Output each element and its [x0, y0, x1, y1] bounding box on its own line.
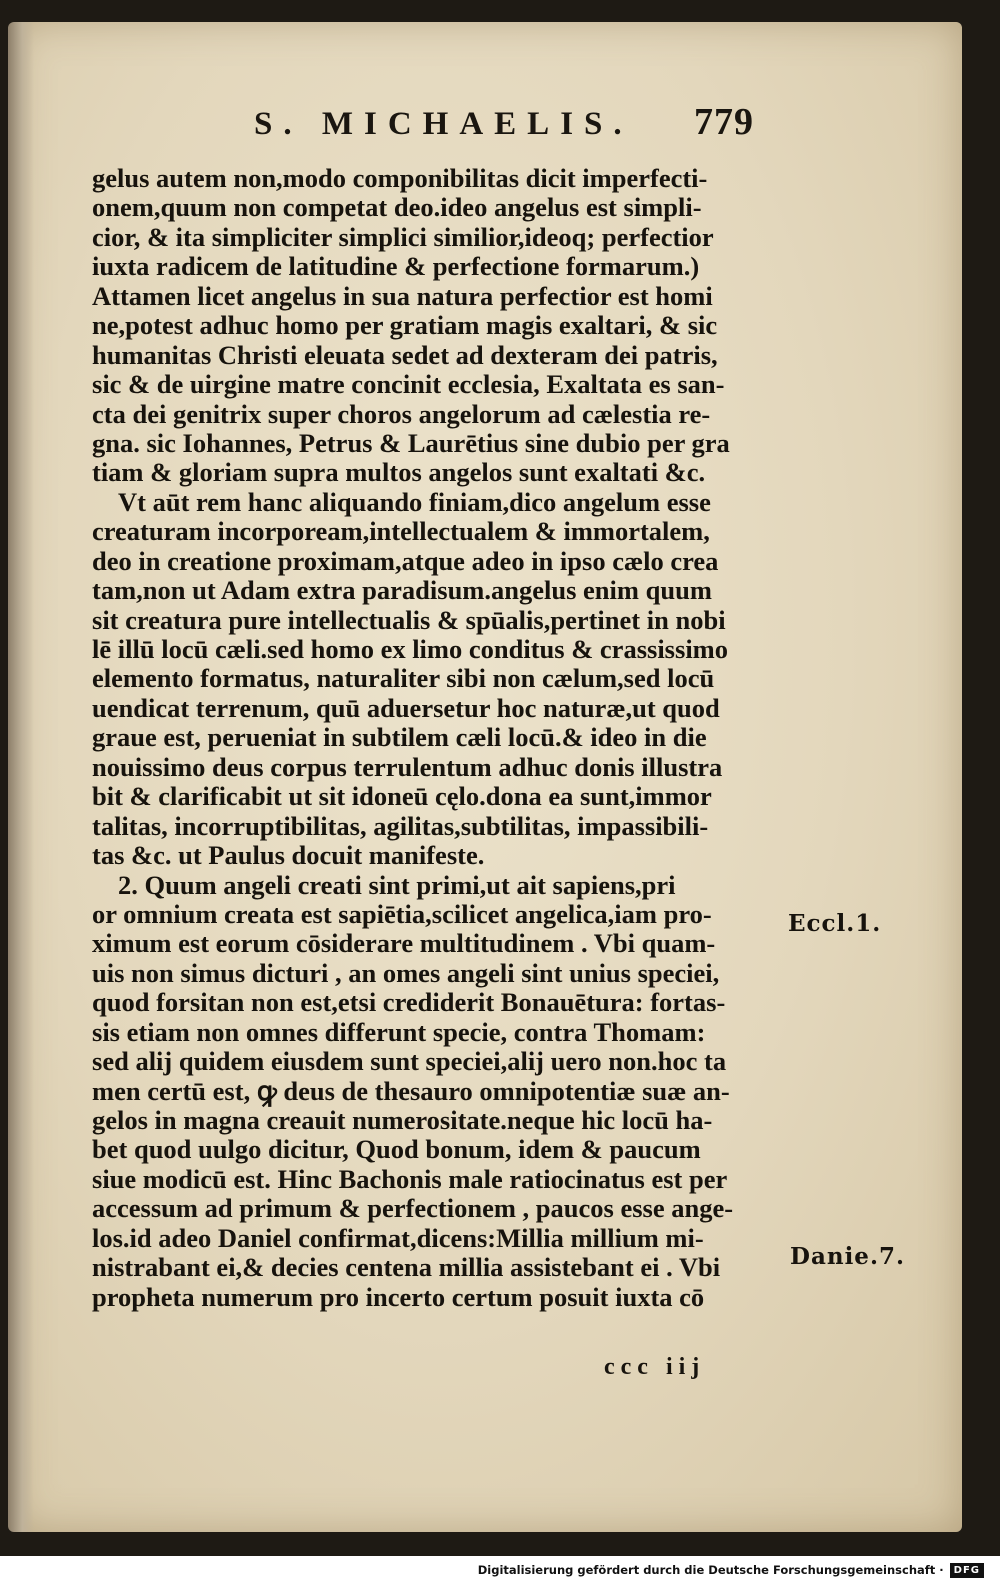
text-line: nouissimo deus corpus terrulentum adhuc donis illustra [92, 751, 723, 782]
text-line: nistrabant ei,& decies centena millia assistebant ei . Vbi [92, 1252, 721, 1283]
text-line: Attamen licet angelus in sua natura perfectior est homi [92, 280, 713, 311]
header-title: S. MICHAELIS. [254, 106, 633, 142]
text-line: cta dei genitrix super choros angelorum ad cælestia re- [92, 398, 711, 429]
text-line: bet quod uulgo dicitur, Quod bonum, idem & paucum [92, 1134, 701, 1165]
text-line: tas &c. ut Paulus docuit manifeste. [92, 840, 485, 871]
text-line: Vt aūt rem hanc aliquando finiam,dico angelum esse [118, 486, 711, 517]
text-line: los.id adeo Daniel confirmat,dicens:Millia millium mi- [92, 1222, 704, 1253]
text-line: siue modicū est. Hinc Bachonis male ratiocinatus est per [92, 1163, 728, 1194]
text-line: sed alij quidem eiusdem sunt speciei,alij uero non.hoc ta [92, 1046, 727, 1077]
text-line: creaturam incorpoream,intellectualem & immortalem, [92, 516, 710, 547]
text-line: onem,quum non competat deo.ideo angelus est simpli- [92, 192, 702, 223]
margin-note-eccl: Eccl.1. [788, 910, 882, 937]
text-line: ximum est eorum cōsiderare multitudinem . Vbi quam- [92, 928, 716, 959]
margin-note-danie: Danie.7. [790, 1243, 905, 1270]
footer-bar [0, 1556, 1000, 1584]
text-line: quod forsitan non est,etsi crediderit Bonauētura: fortas- [92, 987, 726, 1018]
page-number: 779 [694, 101, 754, 143]
body-text [92, 164, 782, 1312]
text-line: gelos in magna creauit numerositate.neque hic locū ha- [92, 1105, 713, 1135]
text-line: lē illū locū cæli.sed homo ex limo conditus & crassissimo [92, 634, 728, 664]
text-line: humanitas Christi eleuata sedet ad dexteram dei patris, [92, 339, 718, 370]
text-line: gelus autem non,modo componibilitas dicit imperfecti- [92, 163, 708, 193]
text-line: gna. sic Iohannes, Petrus & Laurētius sine dubio per gra [92, 427, 730, 458]
text-line: sis etiam non omnes differunt specie, contra Thomam: [92, 1016, 706, 1047]
text-line: iuxta radicem de latitudine & perfectione formarum.) [92, 251, 700, 282]
text-line: accessum ad primum & perfectionem , paucos esse ange- [92, 1193, 734, 1224]
text-line: 2. Quum angeli creati sint primi,ut ait sapiens,pri [118, 869, 676, 900]
text-line: cior, & ita simpliciter simplici similior,ideoq; perfectior [92, 221, 714, 252]
book-page [14, 22, 962, 1532]
footer-credit: Digitalisierung gefördert durch die Deutsche Forschungsgemeinschaft · [477, 1563, 944, 1577]
text-line: propheta numerum pro incerto certum posuit iuxta cō [92, 1281, 705, 1312]
text-line: tam,non ut Adam extra paradisum.angelus enim quum [92, 575, 712, 606]
text-line: talitas, incorruptibilitas, agilitas,subtilitas, impassibili- [92, 810, 709, 841]
running-head [194, 100, 754, 144]
dfg-logo: DFG [950, 1563, 984, 1578]
text-line: tiam & gloriam supra multos angelos sunt exaltati &c. [92, 457, 706, 488]
text-line: uendicat terrenum, quū aduersetur hoc naturæ,ut quod [92, 692, 720, 723]
text-line: sic & de uirgine matre concinit ecclesia, Exaltata es san- [92, 369, 725, 400]
signature-mark: ccc iij [604, 1354, 706, 1380]
text-line: ne,potest adhuc homo per gratiam magis exaltari, & sic [92, 310, 718, 341]
text-line: bit & clarificabit ut sit idoneū cęlo.dona ea sunt,immor [92, 781, 712, 812]
text-line: graue est, perueniat in subtilem cæli locū.& ideo in die [92, 722, 707, 753]
text-line: sit creatura pure intellectualis & spūalis,pertinet in nobi [92, 604, 726, 635]
text-line: or omnium creata est sapiētia,scilicet angelica,iam pro- [92, 898, 712, 929]
text-line: men certū est, ꝙ deus de thesauro omnipotentiæ suæ an- [92, 1075, 730, 1106]
text-line: deo in creatione proximam,atque adeo in ipso cælo crea [92, 545, 719, 576]
text-line: uis non simus dicturi , an omes angeli sint unius speciei, [92, 957, 720, 988]
text-line: elemento formatus, naturaliter sibi non cælum,sed locū [92, 663, 715, 694]
